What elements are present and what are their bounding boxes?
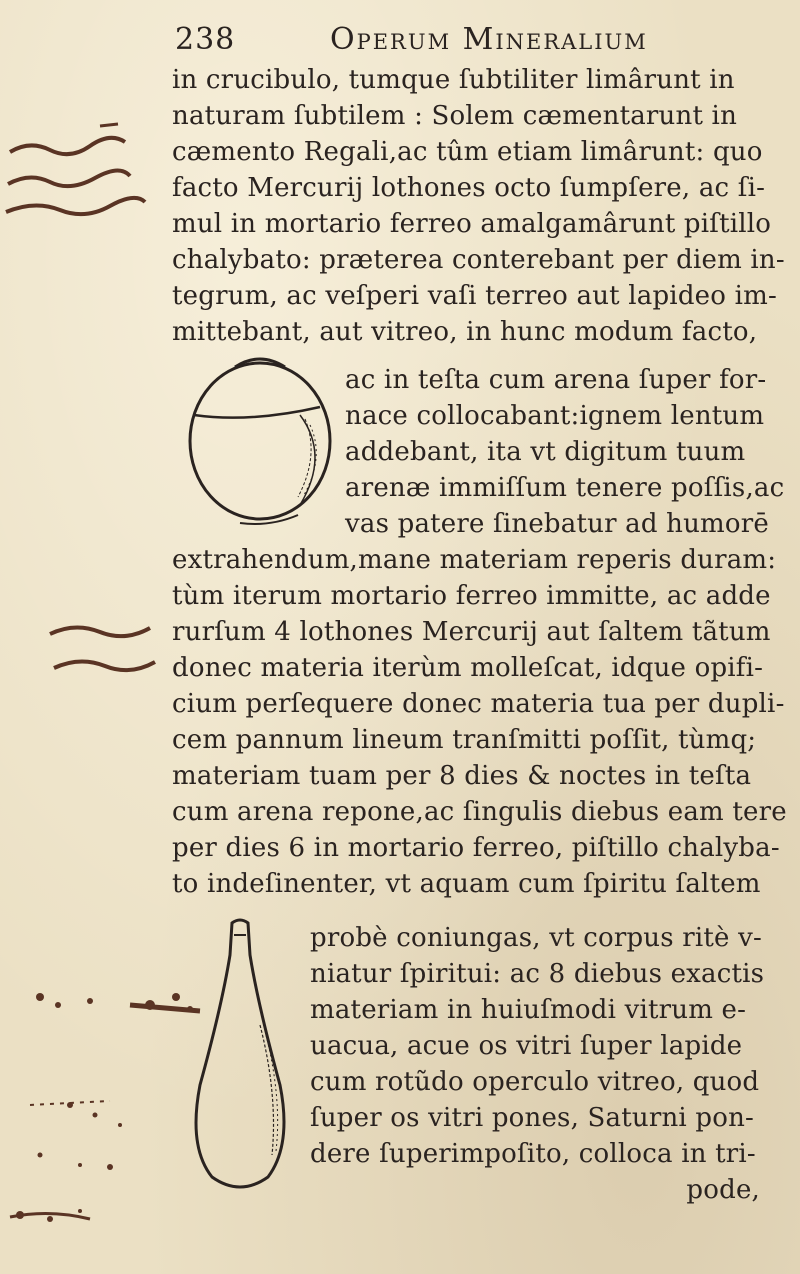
text-line: cæmento Regali,ac tûm etiam limârunt: quo: [172, 137, 763, 167]
text-line: mittebant, aut vitreo, in hunc modum facto,: [172, 317, 758, 347]
text-line: dere ſuperimpoſito, colloca in tri-: [310, 1139, 756, 1169]
text-line: cium perſequere donec materia tua per dupli-: [172, 689, 785, 719]
text-line: addebant, ita vt digitum tuum: [345, 437, 746, 467]
text-line: tùm iterum mortario ferreo immitte, ac adde: [172, 581, 771, 611]
marginal-stains-bottom: [0, 975, 220, 1255]
text-line: to indeſinenter, vt aquam cum ſpiritu ſaltem: [172, 869, 761, 899]
page-number: 238: [175, 22, 236, 57]
text-line: materiam in huiuſmodi vitrum e-: [310, 995, 747, 1025]
catchword: pode,: [686, 1175, 760, 1205]
marginal-scribble-middle: [40, 610, 160, 690]
text-line: cem pannum lineum tranſmitti poſſit, tùmq;: [172, 725, 757, 755]
text-line: chalybato: præterea conterebant per diem in-: [172, 245, 785, 275]
text-line: nace collocabant:ignem lentum: [345, 401, 765, 431]
text-line: rurſum 4 lothones Mercurij aut ſaltem tãtum: [172, 617, 771, 647]
text-line: vas patere ſinebatur ad humorē: [345, 509, 769, 539]
text-line: mul in mortario ferreo amalgamârunt piſtillo: [172, 209, 772, 239]
marginal-scribble-top: [0, 120, 160, 230]
running-title: Operum Mineralium: [330, 22, 648, 57]
text-line: in crucibulo, tumque ſubtiliter limârunt in: [172, 65, 735, 95]
page-header: [175, 22, 765, 62]
text-line: ac in teſta cum arena ſuper for-: [345, 365, 767, 395]
text-line: cum arena repone,ac ſingulis diebus eam tere: [172, 797, 787, 827]
text-line: facto Mercurij lothones octo ſumpſere, ac ſi-: [172, 173, 766, 203]
text-line: niatur ſpiritui: ac 8 diebus exactis: [310, 959, 765, 989]
text-line: ſuper os vitri pones, Saturni pon-: [310, 1103, 755, 1133]
text-line: probè coniungas, vt corpus ritè v-: [310, 923, 762, 953]
text-line: uacua, acue os vitri ſuper lapide: [310, 1031, 743, 1061]
text-line: tegrum, ac veſperi vaſi terreo aut lapideo im-: [172, 281, 777, 311]
round-vessel-figure: [180, 345, 340, 535]
text-line: extrahendum,mane materiam reperis duram:: [172, 545, 777, 575]
text-line: cum rotũdo operculo vitreo, quod: [310, 1067, 760, 1097]
text-line: donec materia iterùm molleſcat, idque opifi-: [172, 653, 764, 683]
text-line: per dies 6 in mortario ferreo, piſtillo chalyba-: [172, 833, 780, 863]
text-line: arenæ immiſſum tenere poſſis,ac: [345, 473, 785, 503]
text-line: naturam ſubtilem : Solem cæmentarunt in: [172, 101, 738, 131]
text-line: materiam tuam per 8 dies & noctes in teſta: [172, 761, 752, 791]
